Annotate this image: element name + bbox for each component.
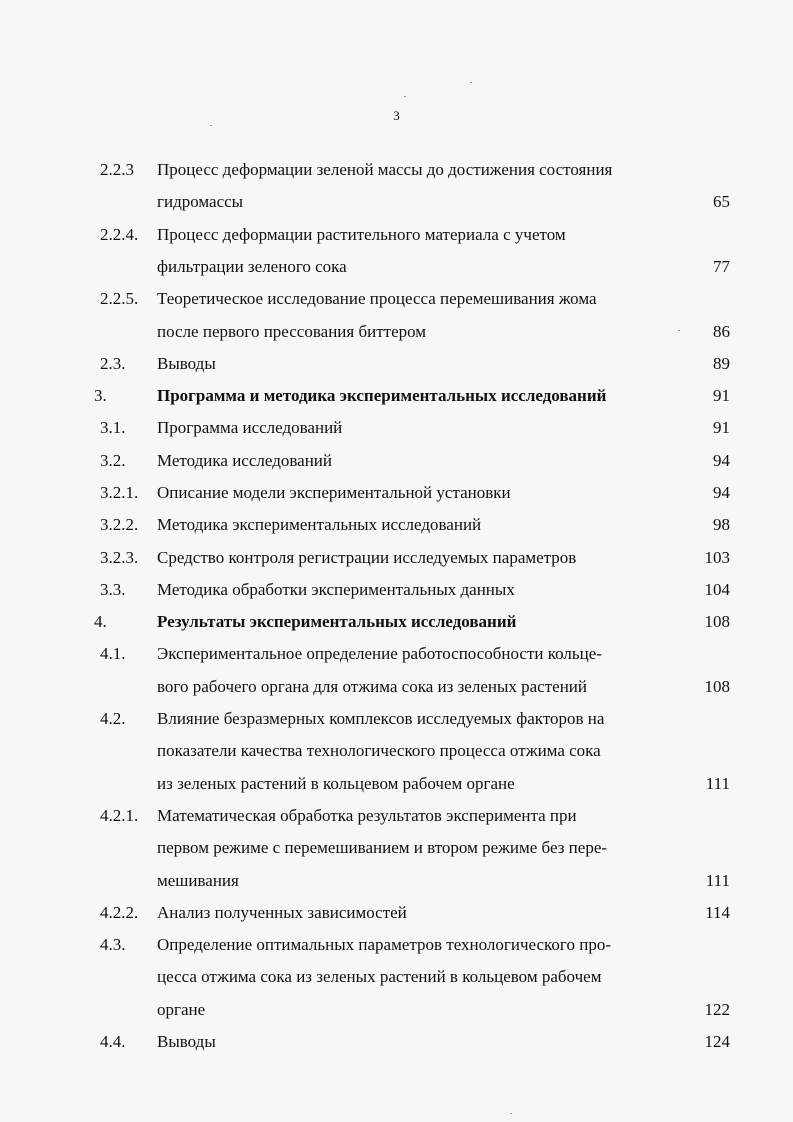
toc-entry-number: 3.1. [100,418,126,437]
toc-line [0,707,793,731]
toc-entry-title: Экспериментальное определение работоспособности кольце- [157,644,602,663]
toc-entry-title: Теоретическое исследование процесса перемешивания жома [157,289,597,308]
toc-entry-number: 3.2.3. [100,548,139,567]
toc-entry-number: 4.2.2. [100,903,139,922]
toc-entry-page: 91 [713,386,730,405]
toc-entry-number: 3.2.2. [100,515,139,534]
toc-entry-title: Влияние безразмерных комплексов исследуемых факторов на [157,709,605,728]
toc-entry-page: 86 [713,322,730,341]
toc-entry-page: 77 [713,257,730,276]
toc-line [0,255,793,279]
toc-entry-page: 108 [704,612,730,631]
toc-entry-page: 91 [713,418,730,437]
toc-entry-title: гидромассы [157,192,244,211]
toc-line [0,287,793,311]
toc-line [0,642,793,666]
toc-entry-title: Описание модели экспериментальной установки [157,483,511,502]
toc-entry-title: Программа и методика экспериментальных исследований [157,386,607,405]
toc-entry-number: 2.3. [100,354,126,373]
toc-entry-title: показатели качества технологического процесса отжима сока [157,741,601,760]
scan-speck [678,330,680,331]
toc-entry-page: 108 [704,677,730,696]
toc-entry-page: 114 [705,903,730,922]
toc-entry-number: 3.3. [100,580,126,599]
toc-entry-number: 4. [94,612,107,631]
toc-line [0,610,793,634]
toc-line [0,352,793,376]
toc-line [0,965,793,989]
toc-entry-title: Методика обработки экспериментальных данных [157,580,515,599]
toc-entry-title: Выводы [157,1032,216,1051]
toc-line [0,933,793,957]
scan-speck [470,82,472,83]
toc-line [0,158,793,182]
toc-entry-title: вого рабочего органа для отжима сока из зеленых растений [157,677,587,696]
toc-line [0,772,793,796]
toc-line [0,513,793,537]
toc-line [0,1030,793,1054]
toc-entry-title: Средство контроля регистрации исследуемых параметров [157,548,577,567]
toc-line [0,449,793,473]
toc-line [0,384,793,408]
toc-entry-number: 4.3. [100,935,126,954]
toc-line [0,675,793,699]
toc-entry-page: 65 [713,192,730,211]
toc-entry-page: 89 [713,354,730,373]
toc-entry-page: 94 [713,483,730,502]
toc-entry-title: первом режиме с перемешиванием и втором режиме без пере- [157,838,608,857]
toc-entry-title: цесса отжима сока из зеленых растений в кольцевом рабочем [157,967,602,986]
toc-entry-page: 103 [704,548,730,567]
toc-entry-title: Результаты экспериментальных исследований [157,612,517,631]
toc-entry-number: 3.2.1. [100,483,139,502]
toc-entry-title: фильтрации зеленого сока [157,257,347,276]
toc-entry-page: 111 [705,871,730,890]
toc-entry-page: 94 [713,451,730,470]
toc-entry-title: Определение оптимальных параметров технологического про- [157,935,611,954]
toc-entry-number: 2.2.4. [100,225,139,244]
toc-line [0,416,793,440]
toc-entry-title: Математическая обработка результатов эксперимента при [157,806,577,825]
scan-speck [510,1113,512,1114]
toc-entry-title: Процесс деформации зеленой массы до достижения состояния [157,160,613,179]
toc-line [0,804,793,828]
toc-entry-number: 4.4. [100,1032,126,1051]
toc-line [0,546,793,570]
toc-entry-page: 98 [713,515,730,534]
toc-entry-number: 3.2. [100,451,126,470]
toc-entry-number: 2.2.5. [100,289,139,308]
toc-entry-title: Методика экспериментальных исследований [157,515,482,534]
toc-entry-title: Процесс деформации растительного материала с учетом [157,225,566,244]
toc-entry-number: 4.2.1. [100,806,139,825]
toc-entry-title: Анализ полученных зависимостей [157,903,407,922]
page-number: 3 [393,108,400,123]
toc-entry-title: Программа исследований [157,418,343,437]
toc-line [0,578,793,602]
toc-entry-title: Методика исследований [157,451,332,470]
toc-entry-page: 124 [704,1032,730,1051]
toc-line [0,998,793,1022]
toc-line [0,869,793,893]
toc-line [0,739,793,763]
toc-entry-number: 3. [94,386,107,405]
toc-entry-page: 104 [704,580,730,599]
toc-entry-title: мешивания [157,871,239,890]
toc-line [0,901,793,925]
toc-line [0,481,793,505]
toc-entry-number: 4.2. [100,709,126,728]
toc-entry-title: после первого прессования биттером [157,322,427,341]
scan-speck [210,125,212,126]
toc-line [0,223,793,247]
toc-entry-page: 111 [705,774,730,793]
toc-entry-title: органе [157,1000,206,1019]
toc-entry-number: 4.1. [100,644,126,663]
toc-entry-number: 2.2.3 [100,160,134,179]
toc-entry-page: 122 [704,1000,730,1019]
scan-speck [404,96,406,97]
toc-line [0,190,793,214]
toc-entry-title: из зеленых растений в кольцевом рабочем органе [157,774,515,793]
toc-entry-title: Выводы [157,354,216,373]
toc-line [0,836,793,860]
toc-line [0,320,793,344]
